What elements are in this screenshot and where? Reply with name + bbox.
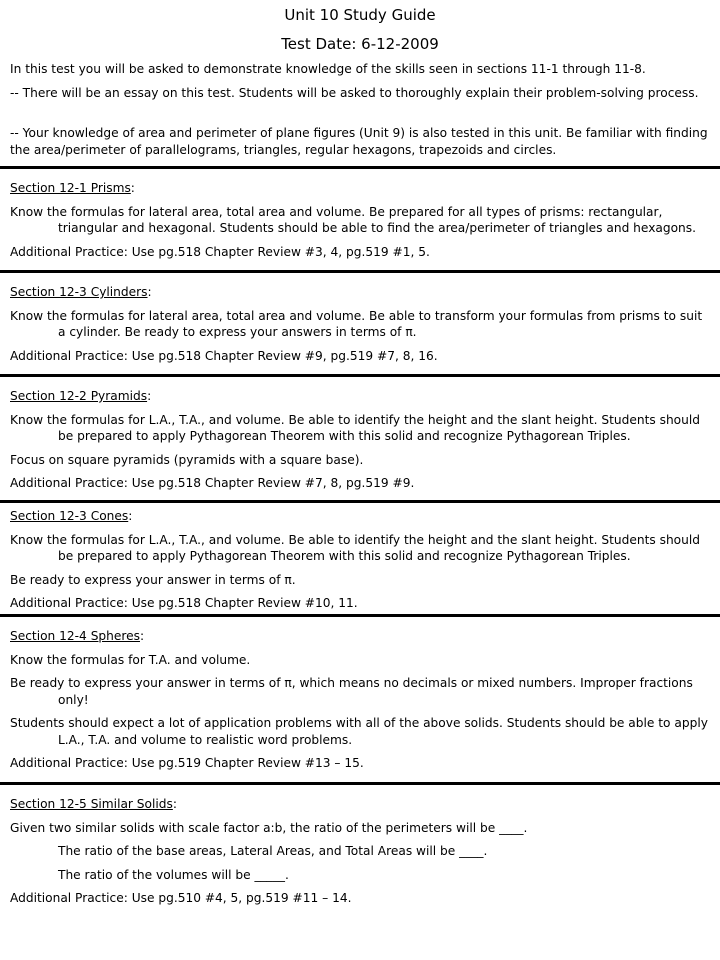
section-heading: Section 12-3 Cylinders: xyxy=(10,285,152,299)
section-heading: Section 12-2 Pyramids: xyxy=(10,389,152,403)
section-divider xyxy=(0,166,720,169)
section-paragraph: Know the formulas for L.A., T.A., and volume. Be able to identify the height and the slant height. Students should be prepared to apply Pythagorean Theorem with this solid and recognize Pythagorean Triples. xyxy=(10,532,700,563)
section-paragraph: The ratio of the volumes will be _____. xyxy=(58,867,289,882)
section-paragraph: Additional Practice: Use pg.518 Chapter Review #7, 8, pg.519 #9. xyxy=(10,476,415,490)
section-divider xyxy=(0,782,720,785)
section-divider xyxy=(0,614,720,617)
section-heading: Section 12-4 Spheres: xyxy=(10,629,145,643)
section-pyramids xyxy=(10,388,712,499)
section-divider xyxy=(0,500,720,503)
section-divider xyxy=(0,374,720,377)
section-title: Section 12-1 Prisms xyxy=(10,181,131,195)
section-similar-solids xyxy=(10,796,712,914)
intro-paragraph-2: -- There will be an essay on this test. Students will be asked to thoroughly explain their problem-solving process. xyxy=(10,86,699,100)
page-title: Unit 10 Study Guide xyxy=(284,6,436,24)
section-spheres xyxy=(10,628,712,779)
intro-paragraph-3: -- Your knowledge of area and perimeter of plane figures (Unit 9) is also tested in this unit. Be familiar with finding the area/perimeter of parallelograms, triangles, regular hexagons, trapezoids and circles. xyxy=(10,126,708,157)
test-date: Test Date: 6-12-2009 xyxy=(281,35,439,53)
section-paragraph: Know the formulas for L.A., T.A., and volume. Be able to identify the height and the slant height. Students should be prepared to apply Pythagorean Theorem with this solid and recognize Pythagorean Triples. xyxy=(10,412,700,443)
section-title: Section 12-3 Cones xyxy=(10,509,129,523)
section-heading: Section 12-1 Prisms: xyxy=(10,181,135,195)
section-paragraph: Additional Practice: Use pg.518 Chapter Review #3, 4, pg.519 #1, 5. xyxy=(10,244,430,259)
section-paragraph: Be ready to express your answer in terms of π. xyxy=(10,572,296,587)
section-heading: Section 12-3 Cones: xyxy=(10,509,133,523)
section-paragraph: Additional Practice: Use pg.519 Chapter Review #13 – 15. xyxy=(10,756,364,770)
section-paragraph: Focus on square pyramids (pyramids with a square base). xyxy=(10,452,364,467)
section-heading: Section 12-5 Similar Solids: xyxy=(10,797,177,811)
section-paragraph: Know the formulas for lateral area, total area and volume. Be prepared for all types of prisms: rectangular, triangular and hexagonal. Students should be able to find the area/perimeter of triangles and hexagons. xyxy=(10,204,697,235)
section-title: Section 12-4 Spheres xyxy=(10,629,140,643)
section-prisms xyxy=(10,180,712,267)
section-paragraph: Know the formulas for lateral area, total area and volume. Be able to transform your formulas from prisms to suit a cylinder. Be ready to express your answers in terms of π. xyxy=(10,308,703,339)
section-paragraph: The ratio of the base areas, Lateral Areas, and Total Areas will be ____. xyxy=(58,844,488,858)
section-paragraph: Additional Practice: Use pg.518 Chapter Review #10, 11. xyxy=(10,596,358,610)
section-paragraph: Given two similar solids with scale factor a:b, the ratio of the perimeters will be ____. xyxy=(10,820,528,835)
section-title: Section 12-2 Pyramids xyxy=(10,389,148,403)
section-paragraph: Students should expect a lot of application problems with all of the above solids. Students should be able to apply L.A., T.A. and volume to realistic word problems. xyxy=(10,716,708,747)
intro-paragraph-1: In this test you will be asked to demonstrate knowledge of the skills seen in sections 11-1 through 11-8. xyxy=(10,62,646,76)
section-divider xyxy=(0,270,720,273)
section-paragraph: Know the formulas for T.A. and volume. xyxy=(10,652,251,667)
section-cones xyxy=(10,508,712,619)
section-paragraph: Additional Practice: Use pg.518 Chapter Review #9, pg.519 #7, 8, 16. xyxy=(10,348,438,363)
section-cylinders xyxy=(10,284,712,371)
section-title: Section 12-3 Cylinders xyxy=(10,285,148,299)
section-paragraph: Additional Practice: Use pg.510 #4, 5, pg.519 #11 – 14. xyxy=(10,891,352,905)
section-paragraph: Be ready to express your answer in terms of π, which means no decimals or mixed numbers. Improper fractions only! xyxy=(10,676,693,707)
section-title: Section 12-5 Similar Solids xyxy=(10,797,173,811)
